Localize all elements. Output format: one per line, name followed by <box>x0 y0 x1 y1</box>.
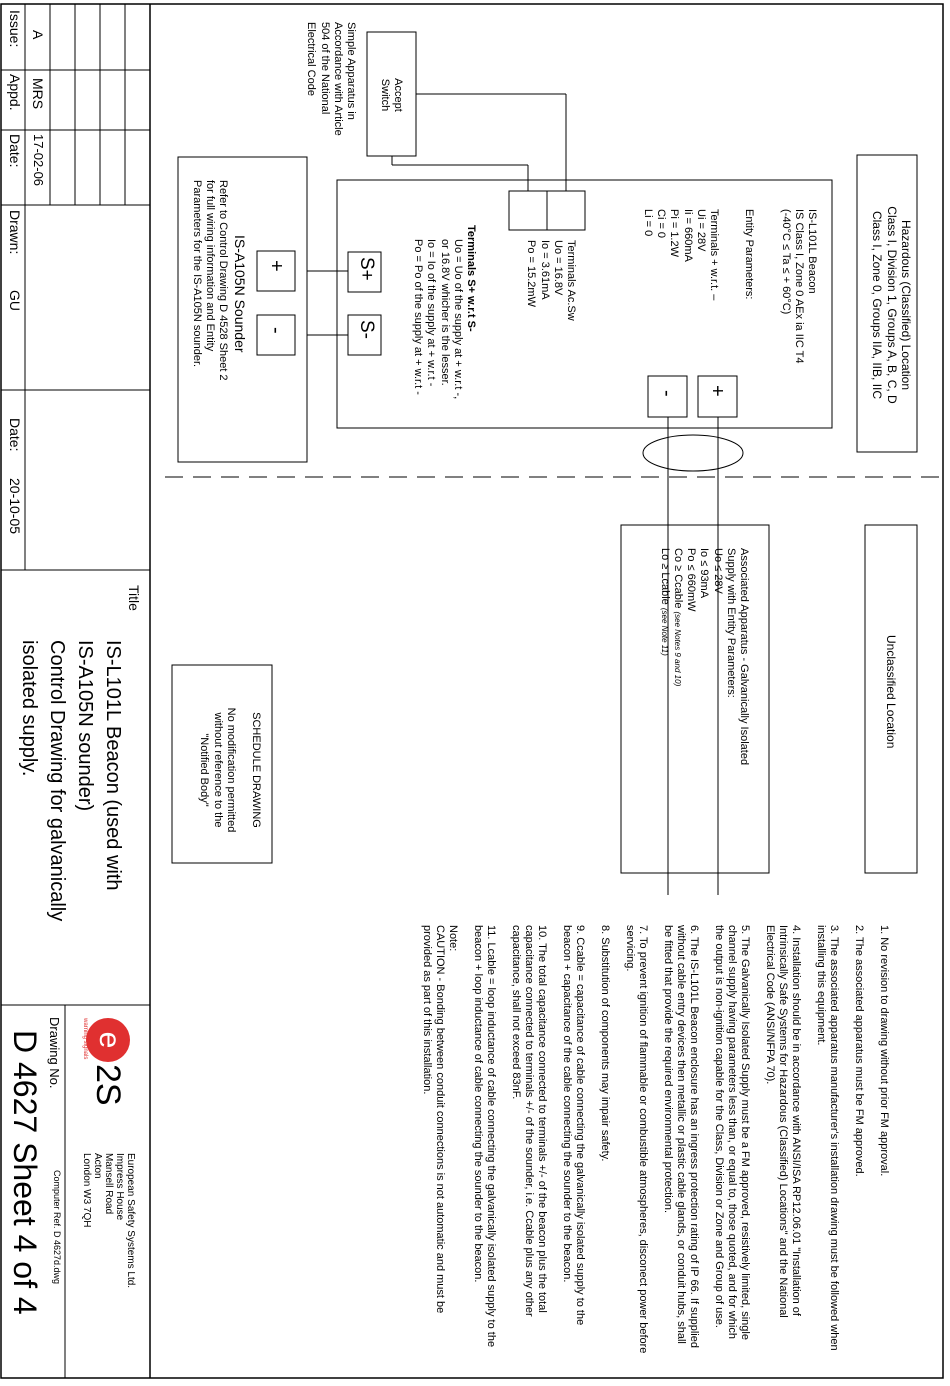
note-5: 5. The Galvanically Isolated Supply must be a FM approved, resistively limited, single channel supply having parameters less than, or equal to, those quoted, and for which the output is non-ignition capable for the Class, Division or Zone and Group of use. <box>713 925 751 1340</box>
appd-label: Appd. <box>7 74 23 111</box>
issue-label: Issue: <box>7 10 23 48</box>
associated-co-note: (see Notes 9 and 10) <box>673 611 683 687</box>
beacon-rating-block <box>778 209 818 363</box>
company-address-line4: London W3 7QH <box>81 1153 92 1228</box>
date-label: Date: <box>7 134 23 168</box>
beacon-ci: Ci = 0 <box>655 209 668 239</box>
hazardous-line3: Class I, Zone 0, Groups IIA, IIB, IIC <box>870 210 885 400</box>
company-name: European Safety Systems Ltd. <box>125 1153 136 1289</box>
note-9: 9. Ccable = capacitance of cable connecting the galvanically isolated supply to the beacon + capacitance of the cable connecting the sounder to the beacon. <box>561 925 586 1326</box>
appd-value: MRS <box>30 78 46 110</box>
notes-list <box>408 925 890 1355</box>
associated-io: Io ≤ 93mA <box>698 548 711 599</box>
schedule-line3: "Notified Body" <box>198 733 211 807</box>
associated-co: Co ≥ Ccable <box>672 548 685 609</box>
company-address-line2: Mansell Road <box>103 1153 114 1215</box>
title-line2: IS-A105N sounder) <box>74 640 96 812</box>
beacon-li: Li = 0 <box>642 209 655 237</box>
s-uo: Uo = Uo of the supply at + w.r.t -, <box>451 239 464 400</box>
acsw-io: Io = 3.61mA <box>538 240 551 300</box>
sounder-note-line3: Parameters for the IS-A105N sounder. <box>190 180 203 368</box>
note-7: 7. To prevent ignition of flammable or combustible atmospheres, disconect power before servicing. <box>624 925 649 1354</box>
e2s-logo <box>81 1018 130 1106</box>
sounder-note <box>189 180 229 381</box>
note-6: 6. The IS-L101L Beacon enclosure has an ingress protection rating of IP 66. If supplied without cable entry devices then metallic or plastic cable glands, or conduit hubs, shall be fitted that provide the required environmental protection. <box>662 925 700 1348</box>
logo-text: 2S <box>89 1064 128 1106</box>
acsw-header: Terminals Ac.Sw <box>565 240 577 321</box>
beacon-rating: IS Class I, Zone 0 AEx ia IIC T4 <box>792 209 805 364</box>
associated-lo: Lo ≥ Lcable <box>658 548 671 605</box>
schedule-drawing-block <box>197 690 262 850</box>
accept-switch-line2: Switch <box>378 78 391 112</box>
simple-apparatus-line2: Accordance with Article <box>331 22 344 136</box>
simple-apparatus-note <box>304 22 357 136</box>
simple-apparatus-line4: Electrical Code <box>305 22 318 96</box>
simple-apparatus-line3: 504 of the National <box>318 22 331 115</box>
date-value: 17-02-06 <box>31 134 46 187</box>
beacon-ui: Ui = 28V <box>694 209 707 252</box>
title-line1: IS-L101L Beacon (used with <box>102 640 124 891</box>
s-po: Po = Po of the supply at + w.r.t - <box>412 239 425 395</box>
beacon-pi: Pi = 1.2W <box>668 209 681 257</box>
beacon-ii: Ii = 660mA <box>681 209 694 262</box>
s-io: Io = Io of the supply at + w.r.t - <box>425 239 438 387</box>
logo-e-icon: e <box>86 1018 130 1062</box>
s-terminal-params <box>411 225 477 399</box>
company-address-line3: Acton <box>92 1153 103 1179</box>
s-terminals-header: Terminals S+ w.r.t S- <box>465 225 477 332</box>
beacon-temp-range: (-40°C ≤ Ta ≤ + 60°C) <box>779 209 792 315</box>
drawing-number: D 4627 Sheet 4 of 4 <box>7 1030 43 1315</box>
associated-apparatus-block <box>658 548 750 765</box>
s-uo-2: or 16.8V whicher is the lesser. <box>438 239 451 386</box>
hazardous-title: Hazardous (Classified) Location <box>899 219 913 391</box>
note-1: 1. No revision to drawing without prior FM approval. <box>878 925 890 1177</box>
company-address-line1: Impress House <box>114 1153 125 1221</box>
drawn-label: Drawn: <box>7 210 23 255</box>
beacon-terminals-header: Terminals + w.r.t. – <box>708 209 720 301</box>
beacon-plus-terminal: + <box>706 385 728 397</box>
date2-value: 20-10-05 <box>7 478 23 535</box>
beacon-entity-params <box>641 209 720 300</box>
accept-switch-label <box>378 70 404 120</box>
drawing-no-label: Drawing No. <box>47 1017 62 1089</box>
note-3: 3. The associated apparatus manufacturer's installation drawing must be followed when installing this equipment. <box>815 925 840 1351</box>
hazardous-location-label <box>870 170 913 440</box>
beacon-name: IS-L101L Beacon <box>806 209 818 294</box>
schedule-line1: No modification permitted <box>224 707 237 833</box>
note-4: 4. Installation should be in accordance with ANSI/ISA RP12.06.01 "Installation of Intrinsically Safe Systems for Hazardous (Classified) Locations" and the National Electrical Code (ANSI/NFPA 70). <box>764 925 802 1318</box>
company-address <box>81 1153 136 1288</box>
schedule-title: SCHEDULE DRAWING <box>250 712 262 828</box>
beacon-entity-header: Entity Parameters: <box>743 209 755 300</box>
associated-lo-note: (see Note 11) <box>659 607 669 656</box>
computer-ref: Computer Ref. D 4627d.dwg <box>52 1170 62 1285</box>
note-2: 2. The associated apparatus must be FM approved. <box>853 925 865 1177</box>
associated-line2: Supply with Entity Parameters: <box>724 548 737 698</box>
note-8: 8. Substitution of components may impair safety. <box>599 925 611 1162</box>
title-line3: Control Drawing for galvanically <box>46 640 68 922</box>
title-line4: isolated supply. <box>18 640 40 777</box>
caution-note: Note: CAUTION - Bonding between conduit connections is not automatic and must be provided as part of this installation. <box>421 925 459 1314</box>
note-10: 10. The total capacitance connected to terminals +/- of the beacon plus the total capacitance connected to terminals +/- of the sounder, i.e. Ccable plus any other capacitance, shall not exceed 83nF. <box>510 925 548 1317</box>
date2-label: Date: <box>7 418 23 452</box>
simple-apparatus-line1: Simple Apparatus in <box>345 22 357 120</box>
associated-line1: Associated Apparatus - Galvanically Isolated <box>738 548 750 766</box>
logo-sub: warning signals <box>82 1018 88 1060</box>
sounder-minus-terminal: - <box>265 327 287 334</box>
s-plus-terminal: S+ <box>356 257 377 281</box>
acsw-uo: Uo = 16.8V <box>551 240 564 296</box>
sounder-name: IS-A105N Sounder <box>232 235 248 353</box>
associated-po: Po ≤ 660mW <box>685 548 698 612</box>
s-minus-terminal: S- <box>356 320 377 339</box>
hazardous-line2: Class I, Division 1, Groups A, B, C, D <box>884 206 899 404</box>
beacon-minus-terminal: - <box>656 390 678 397</box>
acsw-po: Po = 15.2mW <box>525 240 538 307</box>
schedule-line2: without reference to the <box>211 712 224 828</box>
accept-switch-line1: Accept <box>392 78 404 112</box>
drawing-title <box>15 640 127 921</box>
sounder-plus-terminal: + <box>265 260 287 272</box>
drawn-value: GU <box>7 290 23 311</box>
title-label: Title <box>126 585 142 611</box>
sounder-note-line1: Refer to Control Drawing D 4528 Sheet 2 <box>217 180 229 381</box>
sounder-note-line2: for full wiring information and Entity <box>203 180 216 352</box>
acsw-params <box>524 240 577 321</box>
associated-uo: Uo ≤ 28V <box>711 548 724 594</box>
unclassified-location-label: Unclassified Location <box>884 635 898 749</box>
note-11: 11. Lcable = loop inductance of cable connecting the galvanically isolated supply to the beacon + loop inductance of cable connecting the sounder to the beacon. <box>472 925 497 1348</box>
issue-value: A <box>30 30 46 40</box>
